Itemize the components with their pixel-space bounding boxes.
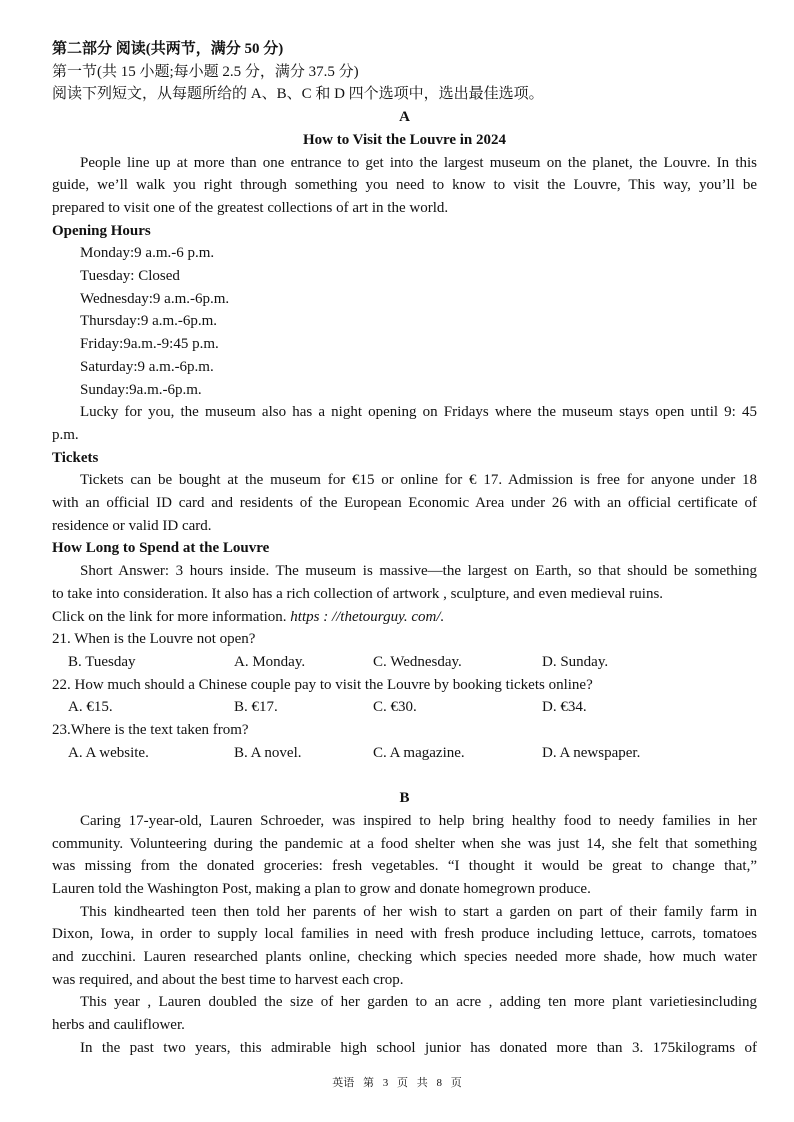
spacer (52, 764, 757, 787)
text-line: p.m. (52, 426, 79, 443)
question-stem: 22. How much should a Chinese couple pay to visit the Louvre by booking tickets online? (52, 676, 593, 693)
more-info-line (52, 606, 757, 629)
exam-page (52, 38, 757, 1060)
page-footer: 英语 第 3 页 共 8 页 (332, 1077, 462, 1089)
text-line: Dixon, Iowa, in order to supply local families in need with fresh produce including lettuce, carrots, tomatoes (52, 926, 757, 943)
info-link[interactable]: https : //thetourguy. com/. (290, 608, 445, 625)
option: C. €30. (373, 699, 417, 716)
text-line: and zucchini. Lauren researched plants online, checking which species needed more shade, how much water (52, 949, 757, 966)
text-line: herbs and cauliflower. (52, 1017, 185, 1034)
option: B. Tuesday (68, 653, 136, 670)
passage-a-letter: A (399, 109, 410, 126)
instruction: 阅读下列短文，从每题所给的 A、B、C 和 D 四个选项中，选出最佳选项。 (52, 86, 544, 103)
option: B. A novel. (234, 744, 302, 761)
passage-a-title: How to Visit the Louvre in 2024 (302, 131, 507, 148)
section-line: 第一节(共 15 小题;每小题 2.5 分，满分 37.5 分) (52, 63, 359, 80)
hours-item: Friday:9a.m.-9:45 p.m. (80, 336, 219, 353)
question-options (52, 651, 757, 674)
text-line: Lauren told the Washington Post, making a plan to grow and donate homegrown produce. (52, 880, 591, 897)
option: B. €17. (234, 699, 278, 716)
text-line: to take into consideration. It also has a rich collection of artwork , sculpture, and even medieval ruins. (52, 585, 664, 602)
option: D. €34. (542, 699, 587, 716)
option: C. A magazine. (373, 744, 465, 761)
question-stem: 23.Where is the text taken from? (52, 722, 249, 739)
text-line: with an official ID card and residents of the European Economic Area under 26 with an official certificate of (52, 495, 757, 512)
opening-hours-heading: Opening Hours (52, 222, 151, 239)
text-line: This year , Lauren doubled the size of her garden to an acre , adding ten more plant varietiesincluding (80, 994, 757, 1011)
question-options (52, 696, 757, 719)
text-line: In the past two years, this admirable high school junior has donated more than 3. 175kilograms of (80, 1039, 757, 1056)
option: D. A newspaper. (542, 744, 641, 761)
text-line: Tickets can be bought at the museum for €15 or online for € 17. Admission is free for anyone under 18 (80, 472, 757, 489)
hours-item: Tuesday: Closed (80, 268, 180, 285)
option: A. A website. (68, 744, 149, 761)
text-line: was required, and about the best time to harvest each crop. (52, 971, 404, 988)
text-line: People line up at more than one entrance to get into the largest museum on the planet, the Louvre. In this (80, 154, 757, 171)
text-line: Short Answer: 3 hours inside. The museum is massive—the largest on Earth, so that should be something (80, 563, 757, 580)
text-line: community. Volunteering during the pandemic at a food shelter when she was just 14, she felt that something (52, 835, 757, 852)
hours-item: Sunday:9a.m.-6p.m. (80, 381, 202, 398)
text-line: prepared to visit one of the greatest collections of art in the world. (52, 199, 449, 216)
text-line: was missing from the donated groceries: fresh vegetables. “I thought it would be great to change that,” (52, 858, 757, 875)
part-title: 第二部分 阅读(共两节，满分 50 分) (52, 41, 284, 57)
question-options (52, 742, 757, 765)
option: D. Sunday. (542, 653, 609, 670)
more-info-text: Click on the link for more information. (52, 608, 291, 625)
hours-item: Wednesday:9 a.m.-6p.m. (80, 290, 230, 307)
text-line: guide, we’ll walk you right through something you need to know to visit the Louvre, This way, you’ll be (52, 177, 757, 194)
passage-b-letter: B (399, 790, 410, 807)
hours-item: Thursday:9 a.m.-6p.m. (80, 313, 218, 330)
text-line: Lucky for you, the museum also has a night opening on Fridays where the museum stays open until 9: 45 (80, 404, 757, 421)
text-line: residence or valid ID card. (52, 517, 212, 534)
option: A. Monday. (234, 653, 306, 670)
hours-item: Saturday:9 a.m.-6p.m. (80, 358, 214, 375)
option: A. €15. (68, 699, 113, 716)
option: C. Wednesday. (373, 653, 462, 670)
text-line: Caring 17-year-old, Lauren Schroeder, was inspired to help bring healthy food to needy families in her (80, 812, 757, 829)
question-stem: 21. When is the Louvre not open? (52, 631, 256, 648)
tickets-heading: Tickets (52, 449, 99, 466)
hours-item: Monday:9 a.m.-6 p.m. (80, 245, 215, 262)
text-line: This kindhearted teen then told her parents of her wish to start a garden on part of their family farm in (80, 903, 757, 920)
duration-heading: How Long to Spend at the Louvre (52, 540, 270, 557)
